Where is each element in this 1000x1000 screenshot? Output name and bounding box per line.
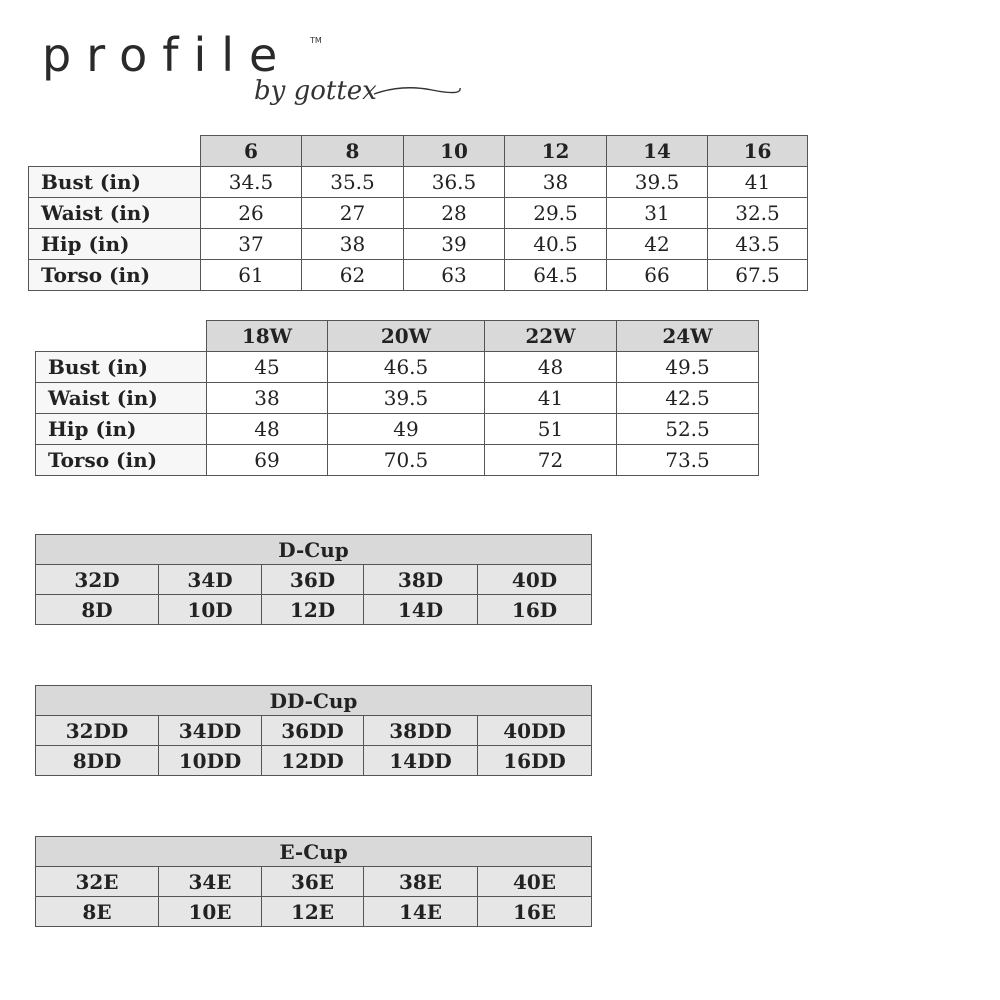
table-cell: 40D [478, 565, 592, 595]
table-row [29, 198, 808, 229]
table-cell: 36D [262, 565, 364, 595]
table-cell: 38D [364, 565, 478, 595]
table-cell: 38 [505, 167, 607, 198]
table-row [29, 260, 808, 291]
cup-table-title: DD-Cup [36, 686, 592, 716]
size-header: 20W [328, 321, 485, 352]
table-cell: 43.5 [708, 229, 808, 260]
corner-cell [29, 136, 201, 167]
table-cell: 12DD [262, 746, 364, 776]
size-header: 6 [201, 136, 302, 167]
table-cell: 39 [404, 229, 505, 260]
womens-size-table [35, 320, 759, 476]
table-title-row [36, 686, 592, 716]
table-cell: 72 [485, 445, 617, 476]
table-cell: 14DD [364, 746, 478, 776]
cup-table-title: D-Cup [36, 535, 592, 565]
row-label: Waist (in) [29, 198, 201, 229]
table-cell: 8E [36, 897, 159, 927]
table-cell: 48 [207, 414, 328, 445]
table-cell: 52.5 [617, 414, 759, 445]
table-cell: 42 [607, 229, 708, 260]
corner-cell [36, 321, 207, 352]
table-title-row [36, 535, 592, 565]
table-cell: 8DD [36, 746, 159, 776]
table-cell: 37 [201, 229, 302, 260]
table-cell: 73.5 [617, 445, 759, 476]
table-cell: 16D [478, 595, 592, 625]
table-cell: 32E [36, 867, 159, 897]
table-cell: 34E [159, 867, 262, 897]
table-title-row [36, 837, 592, 867]
table-row [36, 565, 592, 595]
table-row [36, 595, 592, 625]
table-cell: 38E [364, 867, 478, 897]
row-label: Bust (in) [36, 352, 207, 383]
row-label: Bust (in) [29, 167, 201, 198]
table-cell: 63 [404, 260, 505, 291]
table-cell: 38 [207, 383, 328, 414]
table-cell: 66 [607, 260, 708, 291]
table-row [36, 897, 592, 927]
brand-logo [42, 28, 377, 106]
table-header-row [29, 136, 808, 167]
row-label: Hip (in) [36, 414, 207, 445]
table-row [36, 414, 759, 445]
dd-cup-table [35, 685, 592, 776]
size-header: 10 [404, 136, 505, 167]
row-label: Torso (in) [36, 445, 207, 476]
table-cell: 70.5 [328, 445, 485, 476]
e-cup-table [35, 836, 592, 927]
table-cell: 12D [262, 595, 364, 625]
table-cell: 51 [485, 414, 617, 445]
table-cell: 62 [302, 260, 404, 291]
table-cell: 14D [364, 595, 478, 625]
table-cell: 16E [478, 897, 592, 927]
table-cell: 41 [485, 383, 617, 414]
table-cell: 31 [607, 198, 708, 229]
table-cell: 29.5 [505, 198, 607, 229]
table-cell: 16DD [478, 746, 592, 776]
row-label: Hip (in) [29, 229, 201, 260]
table-cell: 39.5 [607, 167, 708, 198]
table-cell: 14E [364, 897, 478, 927]
table-row [36, 716, 592, 746]
table-cell: 46.5 [328, 352, 485, 383]
signature-swash-icon [372, 82, 462, 102]
size-header: 8 [302, 136, 404, 167]
row-label: Waist (in) [36, 383, 207, 414]
size-header: 22W [485, 321, 617, 352]
table-cell: 40DD [478, 716, 592, 746]
table-cell: 10E [159, 897, 262, 927]
table-cell: 49.5 [617, 352, 759, 383]
table-cell: 69 [207, 445, 328, 476]
size-header: 16 [708, 136, 808, 167]
row-label: Torso (in) [29, 260, 201, 291]
table-row [29, 229, 808, 260]
table-cell: 67.5 [708, 260, 808, 291]
cup-table-title: E-Cup [36, 837, 592, 867]
table-row [36, 746, 592, 776]
brand-name: profile [42, 28, 293, 82]
table-cell: 34DD [159, 716, 262, 746]
table-cell: 10D [159, 595, 262, 625]
table-cell: 41 [708, 167, 808, 198]
table-cell: 38 [302, 229, 404, 260]
table-cell: 49 [328, 414, 485, 445]
table-cell: 36DD [262, 716, 364, 746]
table-cell: 42.5 [617, 383, 759, 414]
brand-byline: by gottex [254, 76, 377, 106]
table-cell: 32.5 [708, 198, 808, 229]
table-row [36, 445, 759, 476]
table-header-row [36, 321, 759, 352]
table-cell: 8D [36, 595, 159, 625]
table-cell: 38DD [364, 716, 478, 746]
trademark-mark: TM [310, 36, 322, 45]
table-cell: 34D [159, 565, 262, 595]
table-cell: 26 [201, 198, 302, 229]
size-header: 24W [617, 321, 759, 352]
d-cup-table [35, 534, 592, 625]
table-cell: 48 [485, 352, 617, 383]
table-cell: 34.5 [201, 167, 302, 198]
size-header: 12 [505, 136, 607, 167]
table-cell: 40E [478, 867, 592, 897]
table-cell: 61 [201, 260, 302, 291]
table-cell: 36E [262, 867, 364, 897]
table-cell: 35.5 [302, 167, 404, 198]
table-row [36, 383, 759, 414]
misses-size-table [28, 135, 808, 291]
table-cell: 32DD [36, 716, 159, 746]
table-row [36, 867, 592, 897]
table-cell: 36.5 [404, 167, 505, 198]
table-cell: 40.5 [505, 229, 607, 260]
size-header: 14 [607, 136, 708, 167]
table-cell: 45 [207, 352, 328, 383]
table-cell: 12E [262, 897, 364, 927]
table-cell: 39.5 [328, 383, 485, 414]
table-cell: 10DD [159, 746, 262, 776]
table-cell: 28 [404, 198, 505, 229]
table-row [36, 352, 759, 383]
table-cell: 64.5 [505, 260, 607, 291]
table-cell: 27 [302, 198, 404, 229]
table-cell: 32D [36, 565, 159, 595]
size-header: 18W [207, 321, 328, 352]
table-row [29, 167, 808, 198]
